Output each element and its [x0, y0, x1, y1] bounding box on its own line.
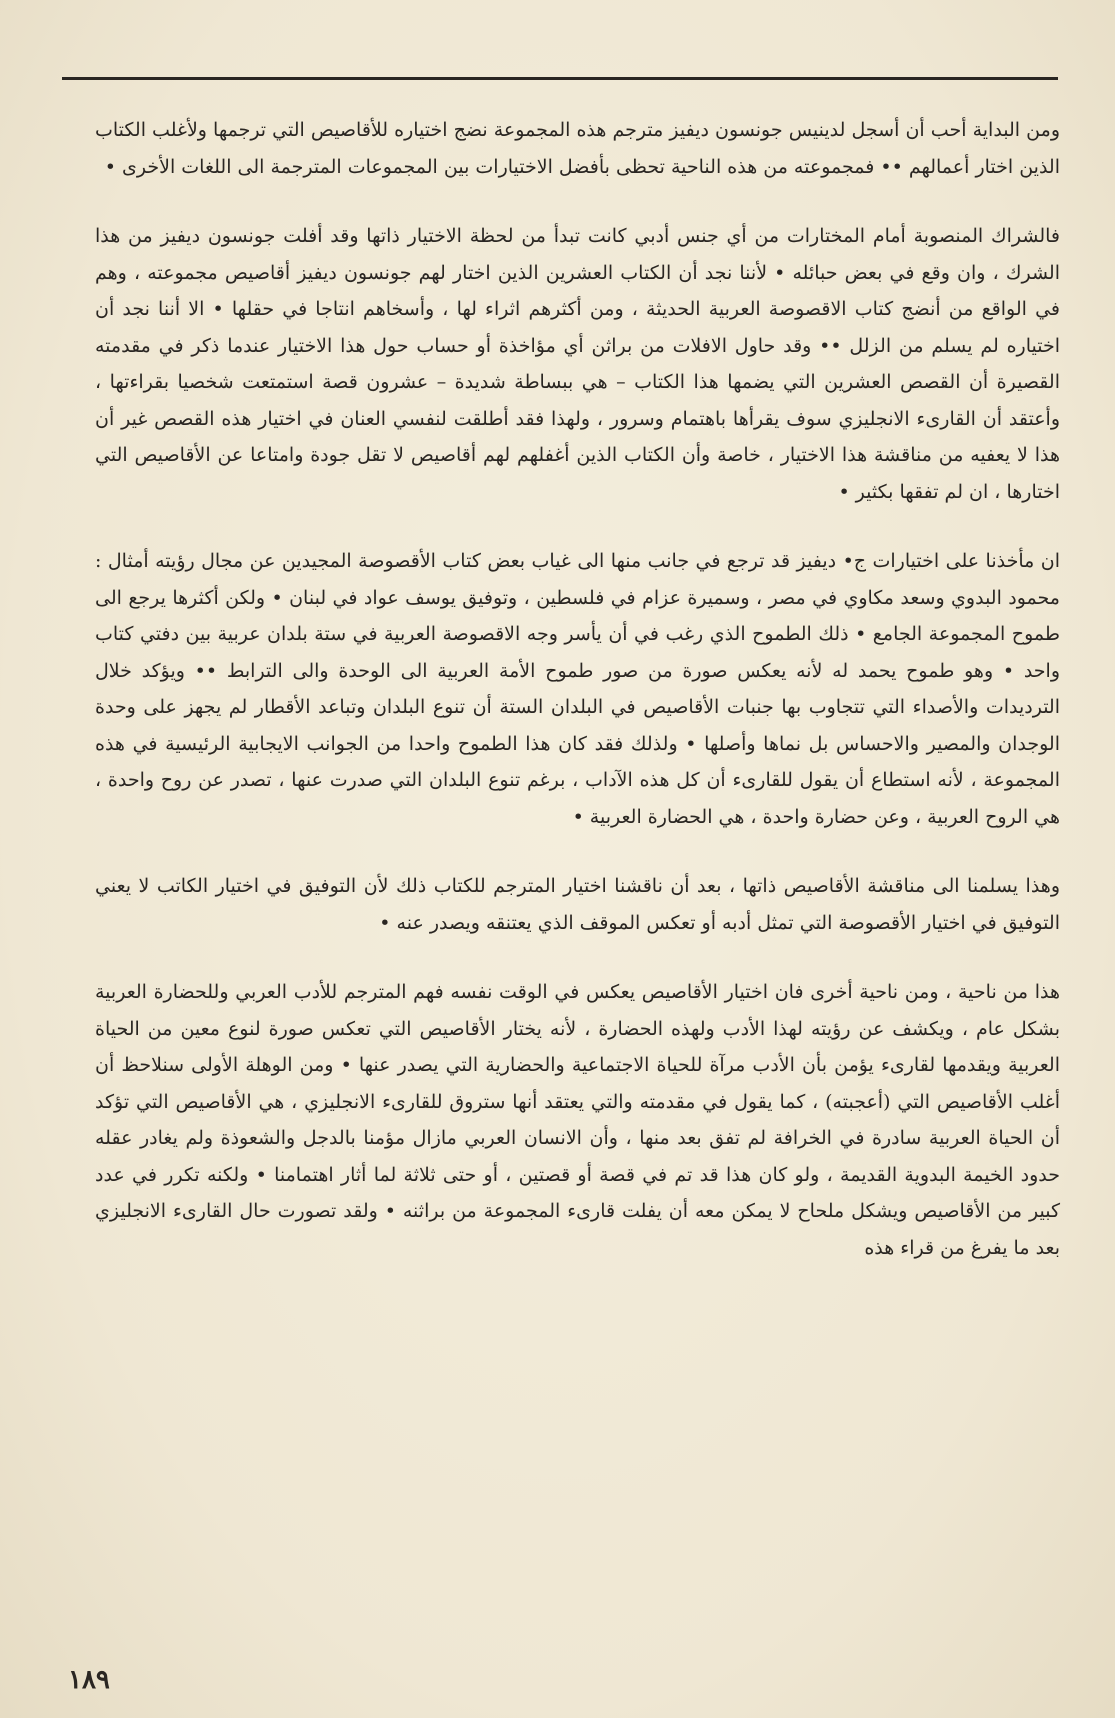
- paragraph-5: هذا من ناحية ، ومن ناحية أخرى فان اختيار الأقاصيص يعكس في الوقت نفسه فهم المترجم للأدب العربي وللحضارة العربية بشكل عام ، ويكشف عن رؤيته لهذا الأدب ولهذه الحضارة ، لأنه يختار الأقاصيص التي تعكس صورة لنوع معين من الحياة العربية ويقدمها لقارىء يؤمن بأن الأدب مرآة للحياة الاجتماعية والحضارية التي يصدر عنها • ومن الوهلة الأولى سنلاحظ أن أغلب الأقاصيص التي (أعجبته) ، كما يقول في مقدمته والتي يعتقد أنها ستروق للقارىء الانجليزي ، هي الأقاصيص التي تؤكد أن الحياة العربية سادرة في الخرافة لم تفق بعد منها ، وأن الانسان العربي مازال مؤمنا بالدجل والشعوذة ولم يغادر عقله حدود الخيمة البدوية القديمة ، ولو كان هذا قد تم في قصة أو قصتين ، أو حتى ثلاثة لما أثار اهتمامنا • ولكنه تكرر في عدد كبير من الأقاصيص ويشكل ملحاح لا يمكن معه أن يفلت قارىء المجموعة من براثنه • ولقد تصورت حال القارىء الانجليزي بعد ما يفرغ من قراء هذه: [95, 981, 1060, 1259]
- body-text: [95, 112, 1060, 1266]
- header-rule: [62, 77, 1058, 80]
- paragraph-3: ان مأخذنا على اختيارات ج• ديفيز قد ترجع في جانب منها الى غياب بعض كتاب الأقصوصة المجيدين عن مجال رؤيته أمثال : محمود البدوي وسعد مكاوي في مصر ، وسميرة عزام في فلسطين ، وتوفيق يوسف عواد في لبنان • ولكن أكثرها يرجع الى طموح المجموعة الجامع • ذلك الطموح الذي رغب في أن يأسر وجه الاقصوصة العربية في ستة بلدان عربية بين دفتي كتاب واحد • وهو طموح يحمد له لأنه يعكس صورة من صور طموح الأمة العربية الى الوحدة والى الترابط •• ويؤكد خلال الترديدات والأصداء التي تتجاوب بها جنبات الأقاصيص في البلدان الستة أن تنوع البلدان وتباعد الأقطار لم يجهز على وحدة الوجدان والمصير والاحساس بل نماها وأصلها • ولذلك فقد كان هذا الطموح واحدا من الجوانب الايجابية الرئيسية في هذه المجموعة ، لأنه استطاع أن يقول للقارىء أن كل هذه الآداب ، برغم تنوع البلدان التي صدرت عنها ، تصدر عن روح واحدة ، هي الروح العربية ، وعن حضارة واحدة ، هي الحضارة العربية •: [95, 550, 1060, 828]
- page-number: ١٨٩: [68, 1665, 110, 1695]
- paragraph-4: وهذا يسلمنا الى مناقشة الأقاصيص ذاتها ، بعد أن ناقشنا اختيار المترجم للكتاب ذلك لأن التوفيق في اختيار الكاتب لا يعني التوفيق في اختيار الأقصوصة التي تمثل أدبه أو تعكس الموقف الذي يعتنقه ويصدر عنه •: [95, 875, 1060, 934]
- paragraph-1: ومن البداية أحب أن أسجل لدينيس جونسون ديفيز مترجم هذه المجموعة نضج اختياره للأقاصيص التي ترجمها ولأغلب الكتاب الذين اختار أعمالهم •• فمجموعته من هذه الناحية تحظى بأفضل الاختيارات بين المجموعات المترجمة الى اللغات الأخرى •: [95, 119, 1060, 178]
- paragraph-2: فالشراك المنصوبة أمام المختارات من أي جنس أدبي كانت تبدأ من لحظة الاختيار ذاتها وقد أفلت جونسون ديفيز من هذا الشرك ، وان وقع في بعض حبائله • لأننا نجد أن الكتاب العشرين الذين اختار لهم جونسون ديفيز أقاصيص مجموعته ، وهم في الواقع من أنضج كتاب الاقصوصة العربية الحديثة ، ومن أكثرهم اثراء لها ، وأسخاهم انتاجا في حقلها • الا أننا نجد أن اختياره لم يسلم من الزلل •• وقد حاول الافلات من براثن أي مؤاخذة أو حساب حول هذا الاختيار عندما ذكر في مقدمته القصيرة أن القصص العشرين التي يضمها هذا الكتاب – هي ببساطة شديدة – عشرون قصة استمتعت شخصيا بقراءتها ، وأعتقد أن القارىء الانجليزي سوف يقرأها باهتمام وسرور ، ولهذا فقد أطلقت لنفسي العنان في اختيار هذه القصص غير أن هذا لا يعفيه من مناقشة هذا الاختيار ، خاصة وأن الكتاب الذين أغفلهم لهم أقاصيص لا تقل جودة وامتاعا عن الأقاصيص التي اختارها ، ان لم تفقها بكثير •: [95, 225, 1060, 503]
